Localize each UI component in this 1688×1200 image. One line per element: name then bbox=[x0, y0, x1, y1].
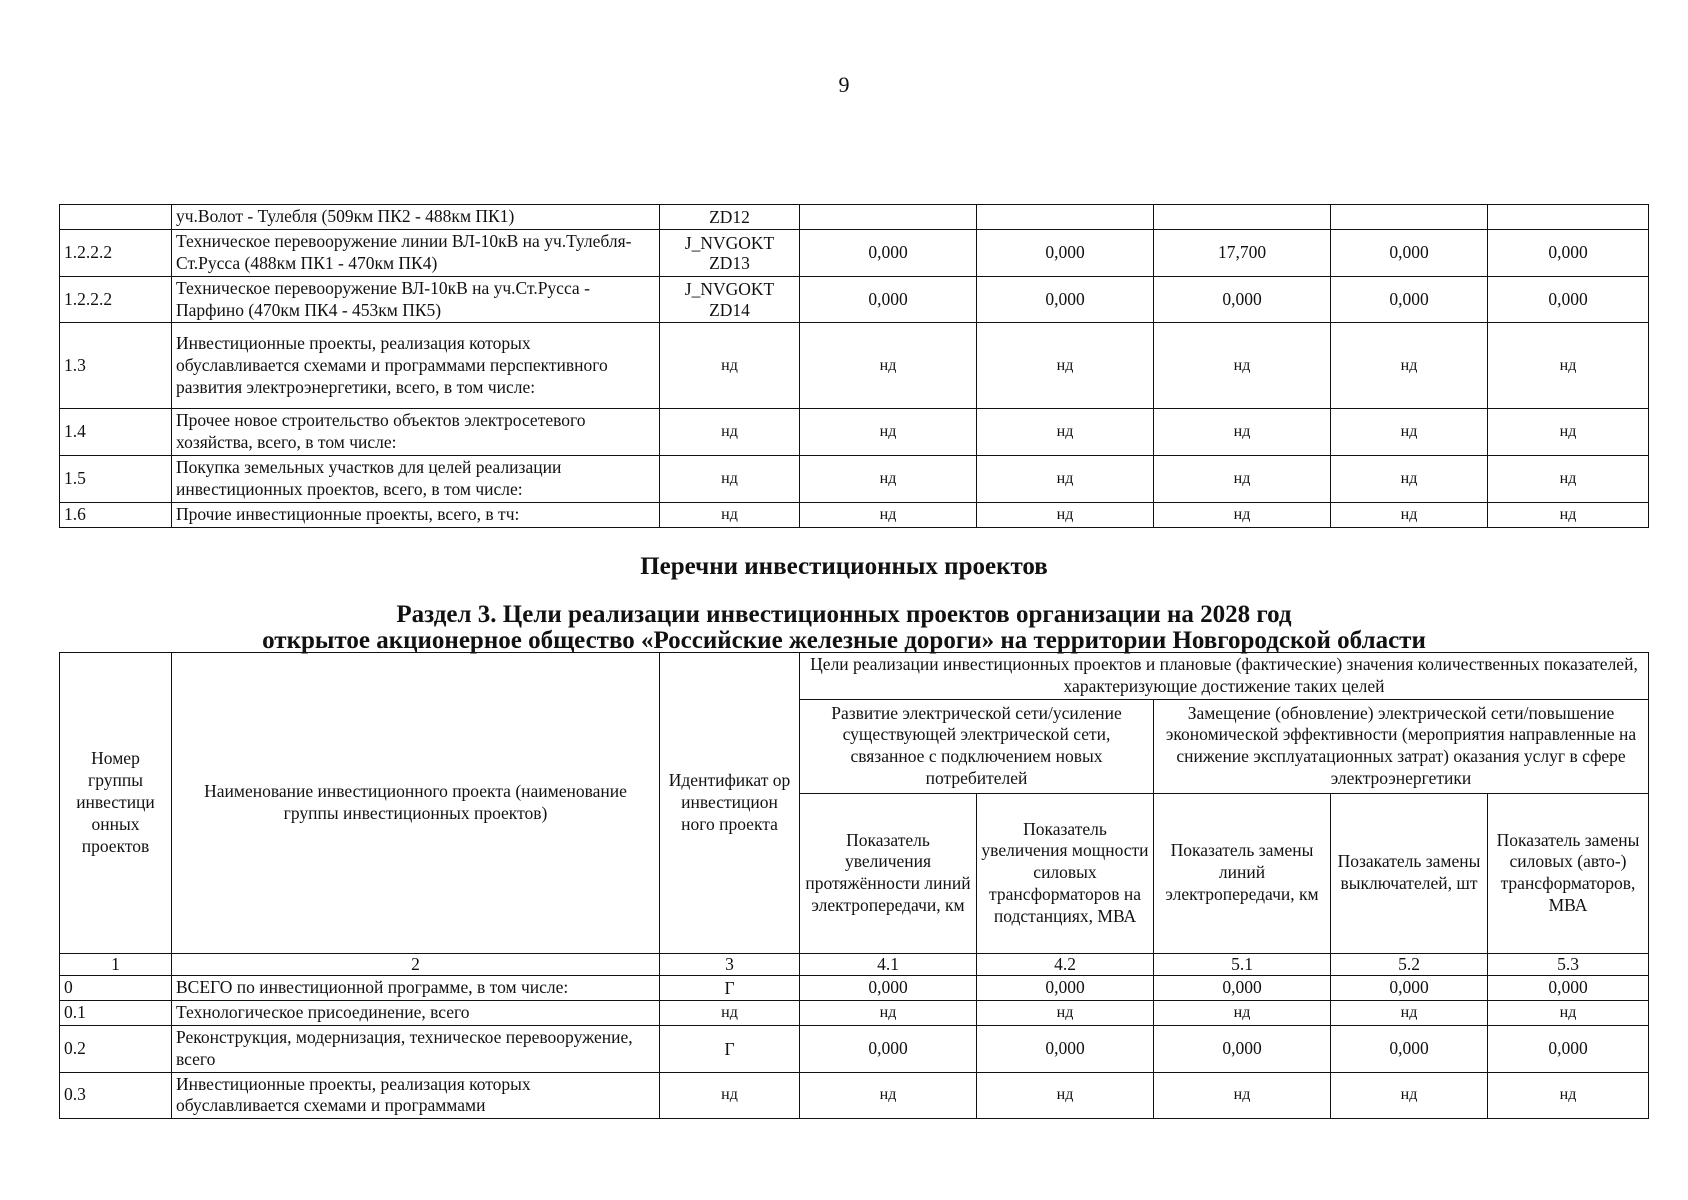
indicator-value: нд bbox=[800, 409, 977, 456]
project-name: Реконструкция, модернизация, техническое перевооружение, всего bbox=[172, 1025, 660, 1072]
project-id: нд bbox=[660, 1000, 800, 1025]
indicator-value: нд bbox=[977, 502, 1154, 527]
indicator-value: нд bbox=[1488, 1072, 1649, 1119]
row-number: 1.3 bbox=[60, 323, 172, 409]
row-number: 0 bbox=[60, 976, 172, 1001]
column-number: 4.1 bbox=[800, 953, 977, 975]
indicator-value: 0,000 bbox=[1331, 1025, 1488, 1072]
indicator-value: 0,000 bbox=[1154, 976, 1331, 1001]
indicator-value: 0,000 bbox=[1488, 1025, 1649, 1072]
column-number: 5.2 bbox=[1331, 953, 1488, 975]
column-number: 2 bbox=[172, 953, 660, 975]
indicator-value: нд bbox=[1154, 1072, 1331, 1119]
project-name: уч.Волот - Тулебля (509км ПК2 - 488км ПК1) bbox=[172, 205, 660, 230]
header-group-number: Номер группы инвестици онных проектов bbox=[60, 653, 172, 954]
indicator-value bbox=[1154, 205, 1331, 230]
indicator-value: нд bbox=[1331, 323, 1488, 409]
table-row bbox=[60, 502, 1649, 527]
indicator-value: 0,000 bbox=[977, 229, 1154, 276]
indicator-value: нд bbox=[1331, 456, 1488, 503]
indicator-value: 0,000 bbox=[1331, 976, 1488, 1001]
indicator-value: 0,000 bbox=[977, 276, 1154, 323]
indicator-value: 0,000 bbox=[977, 1025, 1154, 1072]
row-number: 0.2 bbox=[60, 1025, 172, 1072]
indicator-value: нд bbox=[1488, 502, 1649, 527]
table-row bbox=[60, 1025, 1649, 1072]
project-name: Инвестиционные проекты, реализация которых обуславливается схемами и программами перспективного развития электроэнергетики, всего, в том числе: bbox=[172, 323, 660, 409]
indicator-value: нд bbox=[1488, 1000, 1649, 1025]
column-number: 4.2 bbox=[977, 953, 1154, 975]
project-name: Технологическое присоединение, всего bbox=[172, 1000, 660, 1025]
indicator-value: нд bbox=[977, 409, 1154, 456]
project-id: Г bbox=[660, 976, 800, 1001]
row-number: 0.3 bbox=[60, 1072, 172, 1119]
project-id: нд bbox=[660, 456, 800, 503]
indicator-value: нд bbox=[800, 456, 977, 503]
row-number: 1.2.2.2 bbox=[60, 276, 172, 323]
indicator-value: 0,000 bbox=[1331, 276, 1488, 323]
project-name: Прочие инвестиционные проекты, всего, в тч: bbox=[172, 502, 660, 527]
project-name: Покупка земельных участков для целей реализации инвестиционных проектов, всего, в том числе: bbox=[172, 456, 660, 503]
row-number: 1.5 bbox=[60, 456, 172, 503]
indicator-value: нд bbox=[1331, 1000, 1488, 1025]
table-row bbox=[60, 456, 1649, 503]
project-id: ZD12 bbox=[660, 205, 800, 230]
indicator-value: нд bbox=[1488, 409, 1649, 456]
indicator-value bbox=[1488, 205, 1649, 230]
indicator-value: нд bbox=[800, 1072, 977, 1119]
header-indicator-5-1: Показатель замены линий электропередачи, км bbox=[1154, 793, 1331, 953]
header-project-name: Наименование инвестиционного проекта (наименование группы инвестиционных проектов) bbox=[172, 653, 660, 954]
indicator-value bbox=[1331, 205, 1488, 230]
indicator-value: нд bbox=[977, 1072, 1154, 1119]
indicator-value: 0,000 bbox=[800, 276, 977, 323]
project-id: нд bbox=[660, 1072, 800, 1119]
column-number: 3 bbox=[660, 953, 800, 975]
project-id: нд bbox=[660, 323, 800, 409]
table-row bbox=[60, 205, 1649, 230]
header-indicator-4-1: Показатель увеличения протяжённости линий электропередачи, км bbox=[800, 793, 977, 953]
indicator-value: 0,000 bbox=[1488, 229, 1649, 276]
project-id: J_NVGOKT ZD13 bbox=[660, 229, 800, 276]
indicator-value: нд bbox=[1488, 323, 1649, 409]
indicator-value: 0,000 bbox=[977, 976, 1154, 1001]
table-row bbox=[60, 276, 1649, 323]
project-name: Техническое перевооружение линии ВЛ-10кВ на уч.Тулебля- Ст.Русса (488км ПК1 - 470км ПК4) bbox=[172, 229, 660, 276]
indicator-value: нд bbox=[800, 323, 977, 409]
indicator-value: 0,000 bbox=[1154, 1025, 1331, 1072]
row-number: 1.2.2.2 bbox=[60, 229, 172, 276]
heading-organization: открытое акционерное общество «Российские железные дороги» на территории Новгородской области bbox=[262, 627, 1426, 654]
table-row bbox=[60, 409, 1649, 456]
project-name: ВСЕГО по инвестиционной программе, в том числе: bbox=[172, 976, 660, 1001]
row-number: 1.4 bbox=[60, 409, 172, 456]
indicator-value: нд bbox=[800, 1000, 977, 1025]
header-group-development: Развитие электрической сети/усиление существующей электрической сети, связанное с подключением новых потребителей bbox=[800, 699, 1154, 793]
indicator-value: нд bbox=[1331, 1072, 1488, 1119]
indicator-value: 0,000 bbox=[1154, 276, 1331, 323]
indicator-value: нд bbox=[977, 323, 1154, 409]
indicator-value: нд bbox=[1154, 409, 1331, 456]
indicator-value: нд bbox=[1154, 456, 1331, 503]
indicator-value: нд bbox=[800, 502, 977, 527]
header-project-id: Идентификат ор инвестицион ного проекта bbox=[660, 653, 800, 954]
indicator-value: 0,000 bbox=[1488, 976, 1649, 1001]
indicator-value: 0,000 bbox=[800, 229, 977, 276]
row-number: 1.6 bbox=[60, 502, 172, 527]
indicator-value: 0,000 bbox=[800, 976, 977, 1001]
project-name: Прочее новое строительство объектов электросетевого хозяйства, всего, в том числе: bbox=[172, 409, 660, 456]
heading-perechni: Перечни инвестиционных проектов bbox=[640, 553, 1048, 580]
header-indicator-5-3: Показатель замены силовых (авто-) трансформаторов, МВА bbox=[1488, 793, 1649, 953]
project-name: Техническое перевооружение ВЛ-10кВ на уч.Ст.Русса - Парфино (470км ПК4 - 453км ПК5) bbox=[172, 276, 660, 323]
table-row bbox=[60, 323, 1649, 409]
table-row bbox=[60, 976, 1649, 1001]
table-row bbox=[60, 1072, 1649, 1119]
project-id: Г bbox=[660, 1025, 800, 1072]
header-indicator-4-2: Показатель увеличения мощности силовых трансформаторов на подстанциях, МВА bbox=[977, 793, 1154, 953]
indicator-value: нд bbox=[1331, 409, 1488, 456]
indicator-value bbox=[800, 205, 977, 230]
indicator-value: нд bbox=[1488, 456, 1649, 503]
page-number: 9 bbox=[838, 72, 850, 97]
project-id: нд bbox=[660, 502, 800, 527]
row-number bbox=[60, 205, 172, 230]
column-number: 5.1 bbox=[1154, 953, 1331, 975]
indicator-value: 17,700 bbox=[1154, 229, 1331, 276]
project-id: нд bbox=[660, 409, 800, 456]
header-indicator-5-2: Позакатель замены выключателей, шт bbox=[1331, 793, 1488, 953]
project-id: J_NVGOKT ZD14 bbox=[660, 276, 800, 323]
header-goals: Цели реализации инвестиционных проектов и плановые (фактические) значения количественных показателей, характеризующие достижение таких целей bbox=[800, 653, 1649, 700]
indicator-value: нд bbox=[1331, 502, 1488, 527]
indicator-value: нд bbox=[977, 1000, 1154, 1025]
row-number: 0.1 bbox=[60, 1000, 172, 1025]
indicator-value: нд bbox=[1154, 502, 1331, 527]
indicator-value: 0,000 bbox=[1331, 229, 1488, 276]
top-table bbox=[59, 204, 1649, 528]
project-name: Инвестиционные проекты, реализация которых обуславливается схемами и программами bbox=[172, 1072, 660, 1119]
column-number: 1 bbox=[60, 953, 172, 975]
header-group-replacement: Замещение (обновление) электрической сети/повышение экономической эффективности (мероприятия направленные на снижение эксплуатационных затрат) оказания услуг в сфере электроэнергетики bbox=[1154, 699, 1649, 793]
indicator-value: 0,000 bbox=[1488, 276, 1649, 323]
table-row bbox=[60, 1000, 1649, 1025]
indicator-value: 0,000 bbox=[800, 1025, 977, 1072]
indicator-value: нд bbox=[1154, 1000, 1331, 1025]
column-number: 5.3 bbox=[1488, 953, 1649, 975]
indicator-value bbox=[977, 205, 1154, 230]
bottom-table bbox=[59, 652, 1649, 1119]
table-row bbox=[60, 229, 1649, 276]
indicator-value: нд bbox=[977, 456, 1154, 503]
heading-razdel: Раздел 3. Цели реализации инвестиционных проектов организации на 2028 год bbox=[396, 601, 1292, 628]
indicator-value: нд bbox=[1154, 323, 1331, 409]
